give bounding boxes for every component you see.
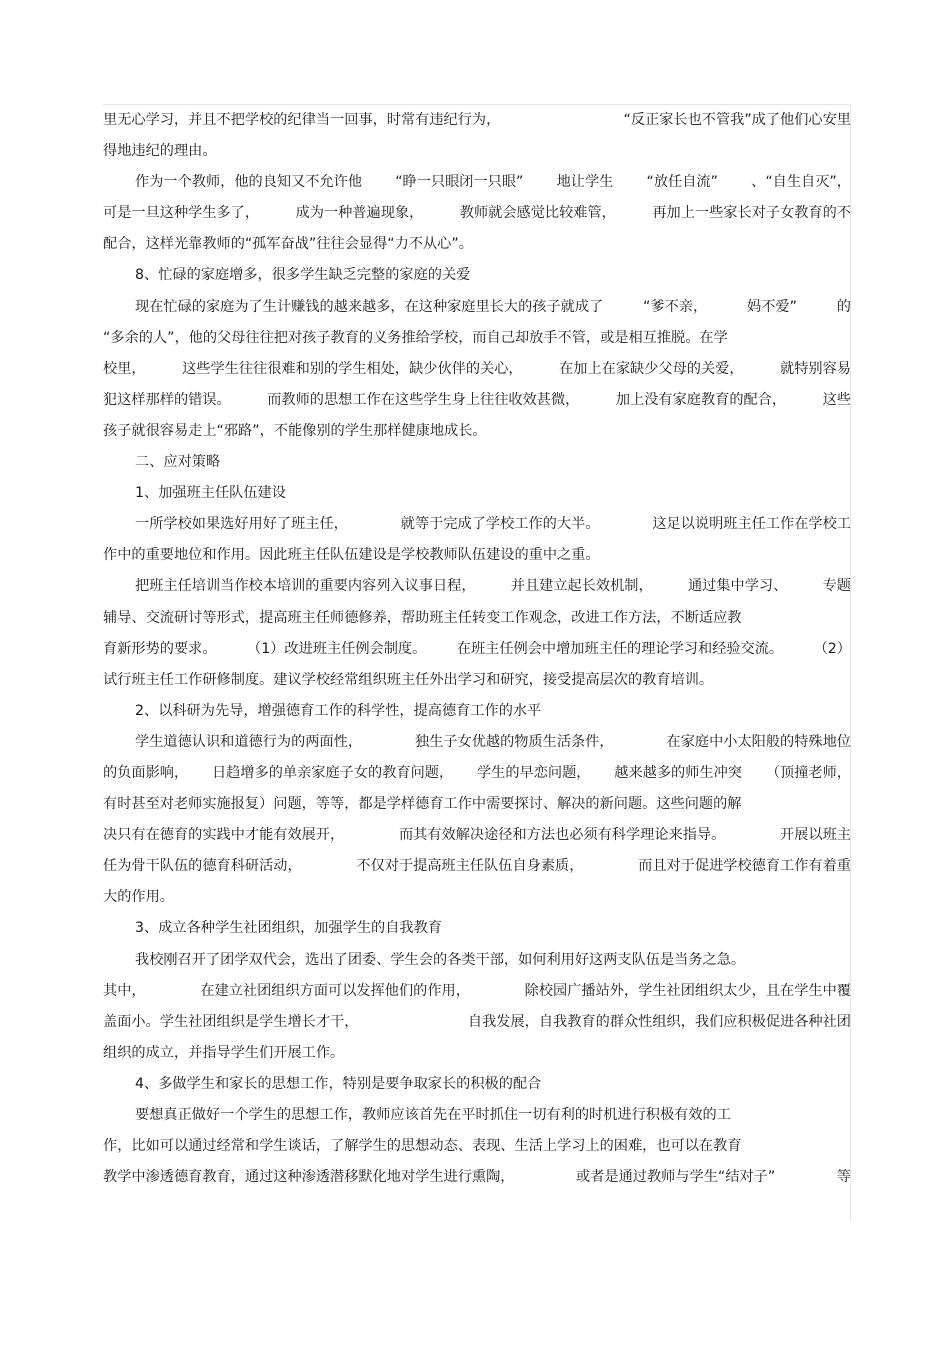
text-segment: 我校刚召开了团学双代会，选出了团委、学生会的各类干部，如何利用好这两支队伍是当务之急。: [135, 951, 746, 968]
text-segment: 而且对于促进学校德育工作有着重: [638, 858, 851, 875]
text-line: [103, 263, 851, 294]
text-line: [103, 1072, 851, 1103]
text-segment: （1）改进班主任例会制度。: [247, 640, 427, 657]
text-segment: 大的作用。: [103, 889, 174, 906]
text-segment: 或者是通过教师与学生“结对子”: [576, 1169, 776, 1186]
text-segment: 成为一种普遍现象，: [295, 205, 424, 222]
text-segment: 加上没有家庭教育的配合，: [615, 391, 787, 408]
text-line: [103, 606, 851, 637]
text-segment: “爹不亲，: [643, 298, 708, 315]
text-line: [103, 823, 851, 854]
text-segment: 自我发展，自我教育的群众性组织，我们应积极促进各种社团: [467, 1013, 851, 1030]
text-line: [103, 574, 851, 605]
text-segment: （2）: [813, 640, 851, 657]
text-segment: 再加上一些家长对子女教育的不: [652, 205, 851, 222]
text-segment: 妈不爱”: [747, 298, 797, 315]
text-segment: 校里，: [103, 360, 146, 377]
text-segment: 而教师的思想工作在这些学生身上往往收效甚微，: [267, 391, 580, 408]
text-segment: 一所学校如果选好用好了班主任，: [135, 516, 348, 533]
text-line: [103, 419, 851, 450]
text-segment: 在建立社团组织方面可以发挥他们的作用，: [200, 982, 470, 999]
text-segment: 在家庭中小太阳般的特殊地位: [666, 733, 851, 750]
text-segment: 不仅对于提高班主任队伍自身素质，: [356, 858, 584, 875]
text-segment: 日趋增多的单亲家庭子女的教育问题，: [211, 764, 454, 781]
text-segment: 越来越多的师生冲突: [614, 764, 742, 781]
text-segment: 8、忙碌的家庭增多，很多学生缺乏完整的家庭的关爱: [135, 267, 471, 284]
text-line: [103, 699, 851, 730]
text-segment: 3、成立各种学生社团组织，加强学生的自我教育: [135, 920, 442, 937]
text-line: [103, 388, 851, 419]
text-segment: 通过集中学习、: [687, 578, 788, 595]
text-line: [103, 108, 851, 139]
text-segment: 这足以说明班主任工作在学校工: [652, 516, 851, 533]
text-segment: 的负面影响，: [103, 764, 189, 781]
text-segment: 1、加强班主任队伍建设: [135, 485, 286, 502]
text-segment: 任为骨干队伍的德育科研活动，: [103, 858, 302, 875]
text-segment: 有时甚至对老师实施报复）问题，等等，都是学样德育工作中需要探讨、解决的新问题。这些问题的解: [103, 796, 742, 813]
text-segment: 、“自生自灭”，: [751, 174, 851, 191]
text-segment: 4、多做学生和家长的思想工作，特别是要争取家长的积极的配合: [135, 1075, 542, 1092]
text-segment: 教师就会感觉比较难管，: [459, 205, 616, 222]
text-segment: 得地违纪的理由。: [103, 143, 217, 160]
text-segment: 决只有在德育的实践中才能有效展开，: [103, 827, 345, 844]
text-segment: 二、应对策略: [135, 454, 221, 471]
text-segment: 组织的成立，并指导学生们开展工作。: [103, 1044, 345, 1061]
text-line: [103, 232, 851, 263]
text-segment: 配合，这样光靠教师的“孤军奋战”往往会显得“力不从心”。: [103, 236, 473, 253]
text-line: [103, 139, 851, 170]
text-line: [103, 357, 851, 388]
text-segment: 其中，: [103, 982, 146, 999]
text-segment: 并且建立起长效机制，: [510, 578, 653, 595]
text-line: [103, 201, 851, 232]
text-segment: 作，比如可以通过经常和学生谈话，了解学生的思想动态、表现、生活上学习上的困难，也可以在教育: [103, 1138, 742, 1155]
text-line: [103, 1165, 851, 1196]
text-line: [103, 326, 851, 357]
text-segment: “睁一只眼闭一只眼”: [395, 174, 524, 191]
text-segment: 等: [836, 1169, 851, 1186]
text-segment: 专题: [822, 578, 851, 595]
text-segment: 这些学生往往很难和别的学生相处，缺少伙伴的关心，: [182, 360, 523, 377]
text-segment: 这些: [822, 391, 851, 408]
text-segment: 在班主任例会中增加班主任的理论学习和经验交流。: [456, 640, 784, 657]
text-line: [103, 854, 851, 885]
text-segment: 开展以班主: [780, 827, 851, 844]
text-segment: 学生的早恋问题，: [476, 764, 591, 781]
text-line: [103, 730, 851, 761]
text-line: [103, 512, 851, 543]
text-segment: 育新形势的要求。: [103, 640, 217, 657]
text-segment: 教学中渗透德育教育，通过这种渗透潜移默化地对学生进行熏陶，: [103, 1169, 515, 1186]
text-segment: 作中的重要地位和作用。因此班主任队伍建设是学校教师队伍建设的重中之重。: [103, 547, 600, 564]
text-line: [103, 543, 851, 574]
text-line: [103, 295, 851, 326]
text-line: [103, 1041, 851, 1072]
text-segment: 的: [836, 298, 851, 315]
text-segment: 现在忙碌的家庭为了生计赚钱的越来越多，在这种家庭里长大的孩子就成了: [135, 298, 604, 315]
text-segment: 辅导、交流研讨等形式，提高班主任师德修养，帮助班主任转变工作观念，改进工作方法，不断适应教: [103, 609, 742, 626]
text-segment: 犯这样那样的错误。: [103, 391, 231, 408]
text-line: [103, 481, 851, 512]
text-line: [103, 170, 851, 201]
text-segment: 而其有效解决途径和方法也必须有科学理论来指导。: [398, 827, 726, 844]
text-line: [103, 761, 851, 792]
text-segment: （顶撞老师，: [765, 764, 851, 781]
text-segment: 盖面小。学生社团组织是学生增长才干，: [103, 1013, 359, 1030]
text-line: [103, 885, 851, 916]
text-segment: 试行班主任工作研修制度。建议学校经常组织班主任外出学习和研究，接受提高层次的教育培训。: [103, 671, 714, 688]
text-segment: 就等于完成了学校工作的大半。: [400, 516, 600, 533]
text-segment: 孩子就很容易走上“邪路”，不能像别的学生那样健康地成长。: [103, 422, 487, 439]
text-line: [103, 916, 851, 947]
text-segment: 地让学生: [556, 174, 614, 191]
text-line: [103, 668, 851, 699]
text-segment: 除校园广播站外，学生社团组织太少，且在学生中覆: [524, 982, 851, 999]
text-segment: 里无心学习，并且不把学校的纪律当一回事，时常有违纪行为，: [103, 112, 501, 128]
text-segment: “反正家长也不管我”成了他们心安里: [623, 112, 851, 128]
text-segment: 作为一个教师，他的良知又不允许他: [135, 174, 363, 191]
text-segment: 独生子女优越的物质生活条件，: [414, 733, 614, 750]
text-line: [103, 948, 851, 979]
text-line: [103, 1010, 851, 1041]
text-segment: 可是一旦这种学生多了，: [103, 205, 260, 222]
text-segment: 要想真正做好一个学生的思想工作，教师应该首先在平时抓住一切有利的时机进行积极有效的工: [135, 1107, 731, 1123]
text-line: [103, 450, 851, 481]
text-segment: 在加上在家缺少父母的关爱，: [559, 360, 744, 377]
text-segment: 把班主任培训当作校本培训的重要内容列入议事日程，: [135, 578, 476, 595]
text-line: [103, 792, 851, 823]
text-segment: 就特别容易: [780, 360, 851, 377]
document-body: [103, 108, 851, 1196]
text-line: [103, 979, 851, 1010]
text-line: [103, 637, 851, 668]
text-line: [103, 1134, 851, 1165]
text-segment: 2、以科研为先导，增强德育工作的科学性，提高德育工作的水平: [135, 702, 542, 719]
text-line: [103, 1103, 851, 1134]
text-segment: “多余的人”，他的父母往往把对孩子教育的义务推给学校，而自己却放手不管，或是相互推脱。在学: [103, 329, 728, 346]
text-segment: “放任自流”: [646, 174, 718, 191]
text-segment: 学生道德认识和道德行为的两面性，: [135, 733, 363, 750]
